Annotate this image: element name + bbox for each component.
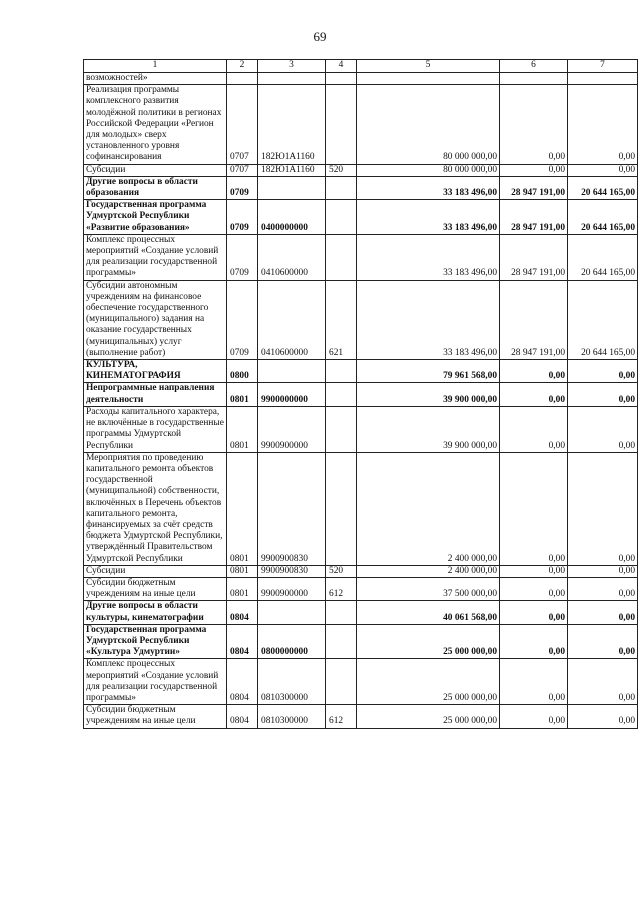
table-row <box>84 234 638 280</box>
row-name-cell: Субсидии бюджетным учреждениям на иные цели <box>84 705 227 728</box>
amount-cell-col6: 28 947 191,00 <box>500 234 568 280</box>
amount-cell-col5: 33 183 496,00 <box>357 176 500 199</box>
expense-type-cell: 621 <box>326 280 357 359</box>
target-article-cell: 9900000000 <box>258 383 326 406</box>
amount-cell-col7: 20 644 165,00 <box>568 200 638 235</box>
row-name-cell: Мероприятия по проведению капитального ремонта объектов государственной (муниципальной) собственности, включённых в Перечень объектов капитального ремонта, финансируемых за счёт средств бюджета Удмуртской Республики, утверждённый Правительством Удмуртской Республики <box>84 452 227 565</box>
target-article-cell: 9900900000 <box>258 406 326 452</box>
amount-cell-col7: 0,00 <box>568 406 638 452</box>
table-row <box>84 164 638 176</box>
amount-cell-col6: 0,00 <box>500 164 568 176</box>
amount-cell-col7: 0,00 <box>568 565 638 577</box>
amount-cell-col5: 25 000 000,00 <box>357 624 500 659</box>
amount-cell-col7: 20 644 165,00 <box>568 280 638 359</box>
row-name-cell: Государственная программа Удмуртской Республики «Культура Удмуртии» <box>84 624 227 659</box>
table-row <box>84 383 638 406</box>
expense-type-cell <box>326 659 357 705</box>
target-article-cell: 182Ю1А1160 <box>258 85 326 164</box>
section-code-cell: 0709 <box>227 200 258 235</box>
section-code-cell: 0801 <box>227 452 258 565</box>
table-row <box>84 601 638 624</box>
table-row <box>84 200 638 235</box>
amount-cell-col6: 0,00 <box>500 406 568 452</box>
row-name-cell: Комплекс процессных мероприятий «Создание условий для реализации государственной программы» <box>84 234 227 280</box>
amount-cell-col7: 0,00 <box>568 624 638 659</box>
expense-type-cell <box>326 624 357 659</box>
expense-type-cell <box>326 234 357 280</box>
expense-type-cell <box>326 200 357 235</box>
amount-cell-col7: 0,00 <box>568 659 638 705</box>
amount-cell-col6: 0,00 <box>500 601 568 624</box>
section-code-cell: 0709 <box>227 280 258 359</box>
amount-cell-col6: 0,00 <box>500 705 568 728</box>
table-row <box>84 406 638 452</box>
amount-cell-col6: 0,00 <box>500 659 568 705</box>
header-cell: 7 <box>568 60 638 73</box>
amount-cell-col7: 20 644 165,00 <box>568 234 638 280</box>
amount-cell-col6: 28 947 191,00 <box>500 280 568 359</box>
page-number: 69 <box>313 29 327 44</box>
target-article-cell <box>258 73 326 85</box>
amount-cell-col5: 79 961 568,00 <box>357 360 500 383</box>
section-code-cell: 0804 <box>227 601 258 624</box>
target-article-cell <box>258 176 326 199</box>
header-cell: 3 <box>258 60 326 73</box>
header-cell: 1 <box>84 60 227 73</box>
amount-cell-col7: 0,00 <box>568 577 638 600</box>
amount-cell-col6: 0,00 <box>500 383 568 406</box>
row-name-cell: Реализация программы комплексного развития молодёжной политики в регионах Российской Федерации «Регион для молодых» сверх установленного уровня софинансирования <box>84 85 227 164</box>
section-code-cell: 0804 <box>227 659 258 705</box>
section-code-cell: 0804 <box>227 624 258 659</box>
table-row <box>84 280 638 359</box>
section-code-cell: 0709 <box>227 234 258 280</box>
amount-cell-col6: 0,00 <box>500 577 568 600</box>
target-article-cell: 0810300000 <box>258 659 326 705</box>
section-code-cell: 0707 <box>227 164 258 176</box>
amount-cell-col5: 40 061 568,00 <box>357 601 500 624</box>
table-row <box>84 705 638 728</box>
table-row <box>84 176 638 199</box>
amount-cell-col6 <box>500 73 568 85</box>
table-row <box>84 360 638 383</box>
amount-cell-col5: 25 000 000,00 <box>357 659 500 705</box>
section-code-cell: 0804 <box>227 705 258 728</box>
row-name-cell: возможностей» <box>84 73 227 85</box>
header-cell: 2 <box>227 60 258 73</box>
section-code-cell <box>227 73 258 85</box>
amount-cell-col7: 0,00 <box>568 164 638 176</box>
expense-type-cell: 612 <box>326 577 357 600</box>
expense-type-cell <box>326 360 357 383</box>
section-code-cell: 0800 <box>227 360 258 383</box>
amount-cell-col5: 2 400 000,00 <box>357 452 500 565</box>
amount-cell-col5: 39 900 000,00 <box>357 383 500 406</box>
target-article-cell: 0800000000 <box>258 624 326 659</box>
amount-cell-col6: 0,00 <box>500 360 568 383</box>
amount-cell-col5: 2 400 000,00 <box>357 565 500 577</box>
table-row <box>84 73 638 85</box>
expense-type-cell: 612 <box>326 705 357 728</box>
amount-cell-col7: 0,00 <box>568 601 638 624</box>
amount-cell-col7: 0,00 <box>568 452 638 565</box>
amount-cell-col5: 33 183 496,00 <box>357 200 500 235</box>
amount-cell-col5: 39 900 000,00 <box>357 406 500 452</box>
expense-type-cell <box>326 601 357 624</box>
header-row <box>84 60 638 73</box>
header-cell: 6 <box>500 60 568 73</box>
target-article-cell: 182Ю1А1160 <box>258 164 326 176</box>
section-code-cell: 0801 <box>227 577 258 600</box>
amount-cell-col6: 28 947 191,00 <box>500 200 568 235</box>
row-name-cell: КУЛЬТУРА, КИНЕМАТОГРАФИЯ <box>84 360 227 383</box>
section-code-cell: 0801 <box>227 383 258 406</box>
amount-cell-col7 <box>568 73 638 85</box>
target-article-cell: 0410600000 <box>258 280 326 359</box>
header-cell: 5 <box>357 60 500 73</box>
expense-type-cell <box>326 452 357 565</box>
amount-cell-col6: 0,00 <box>500 624 568 659</box>
amount-cell-col5: 37 500 000,00 <box>357 577 500 600</box>
target-article-cell: 0410600000 <box>258 234 326 280</box>
target-article-cell: 9900900000 <box>258 577 326 600</box>
header-cell: 4 <box>326 60 357 73</box>
row-name-cell: Другие вопросы в области образования <box>84 176 227 199</box>
amount-cell-col7: 0,00 <box>568 705 638 728</box>
expense-type-cell <box>326 73 357 85</box>
amount-cell-col7: 20 644 165,00 <box>568 176 638 199</box>
amount-cell-col7: 0,00 <box>568 383 638 406</box>
row-name-cell: Непрограммные направления деятельности <box>84 383 227 406</box>
section-code-cell: 0709 <box>227 176 258 199</box>
section-code-cell: 0707 <box>227 85 258 164</box>
amount-cell-col7: 0,00 <box>568 85 638 164</box>
expense-type-cell <box>326 85 357 164</box>
amount-cell-col5: 25 000 000,00 <box>357 705 500 728</box>
expense-type-cell: 520 <box>326 565 357 577</box>
amount-cell-col5: 33 183 496,00 <box>357 234 500 280</box>
row-name-cell: Государственная программа Удмуртской Республики «Развитие образования» <box>84 200 227 235</box>
row-name-cell: Субсидии автономным учреждениям на финансовое обеспечение государственного (муниципального) задания на оказание государственных (муниципальных) услуг (выполнение работ) <box>84 280 227 359</box>
target-article-cell <box>258 601 326 624</box>
row-name-cell: Расходы капитального характера, не включённые в государственные программы Удмуртской Республики <box>84 406 227 452</box>
row-name-cell: Субсидии <box>84 565 227 577</box>
table-row <box>84 85 638 164</box>
amount-cell-col7: 0,00 <box>568 360 638 383</box>
expense-type-cell <box>326 406 357 452</box>
target-article-cell: 9900900830 <box>258 565 326 577</box>
target-article-cell: 0400000000 <box>258 200 326 235</box>
section-code-cell: 0801 <box>227 565 258 577</box>
expense-type-cell <box>326 176 357 199</box>
amount-cell-col5 <box>357 73 500 85</box>
amount-cell-col6: 0,00 <box>500 85 568 164</box>
row-name-cell: Субсидии <box>84 164 227 176</box>
target-article-cell: 0810300000 <box>258 705 326 728</box>
amount-cell-col5: 80 000 000,00 <box>357 164 500 176</box>
amount-cell-col5: 33 183 496,00 <box>357 280 500 359</box>
row-name-cell: Субсидии бюджетным учреждениям на иные цели <box>84 577 227 600</box>
amount-cell-col6: 0,00 <box>500 565 568 577</box>
table-row <box>84 659 638 705</box>
section-code-cell: 0801 <box>227 406 258 452</box>
target-article-cell <box>258 360 326 383</box>
table-row <box>84 452 638 565</box>
row-name-cell: Другие вопросы в области культуры, кинематографии <box>84 601 227 624</box>
table-row <box>84 624 638 659</box>
target-article-cell: 9900900830 <box>258 452 326 565</box>
amount-cell-col6: 0,00 <box>500 452 568 565</box>
amount-cell-col5: 80 000 000,00 <box>357 85 500 164</box>
expense-type-cell: 520 <box>326 164 357 176</box>
amount-cell-col6: 28 947 191,00 <box>500 176 568 199</box>
table-row <box>84 577 638 600</box>
budget-table <box>83 59 638 729</box>
expense-type-cell <box>326 383 357 406</box>
table-row <box>84 565 638 577</box>
row-name-cell: Комплекс процессных мероприятий «Создание условий для реализации государственной программы» <box>84 659 227 705</box>
